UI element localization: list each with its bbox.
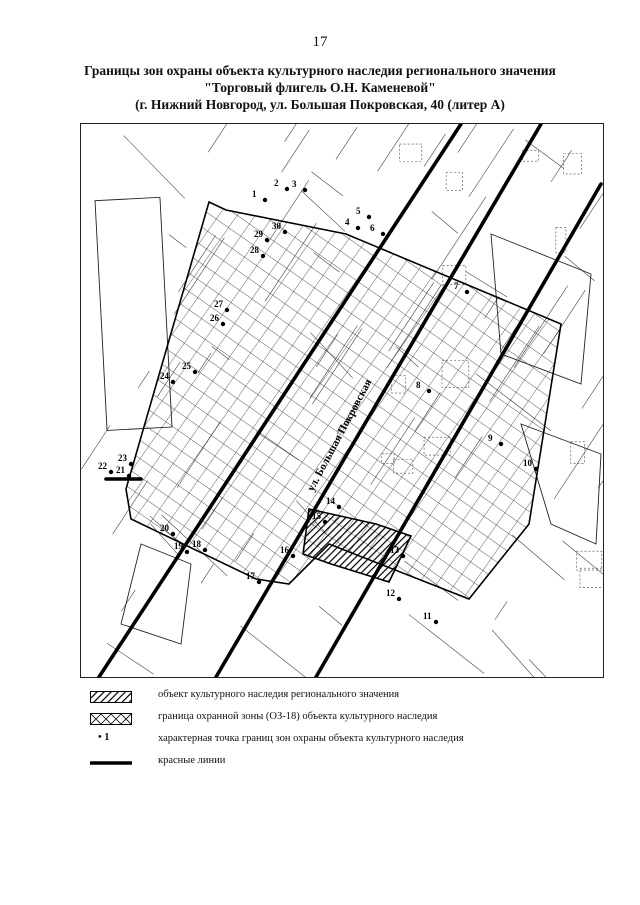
- background-contour: [564, 154, 582, 174]
- background-line: [169, 235, 186, 248]
- boundary-point-label: 22: [98, 461, 107, 471]
- page-number: 17: [312, 34, 328, 50]
- legend-point-marker: • 1: [98, 732, 110, 743]
- legend-swatch-grid: [90, 713, 132, 725]
- boundary-point-label: 18: [192, 539, 201, 549]
- boundary-point-dot: [434, 620, 438, 624]
- boundary-point-dot: [285, 187, 289, 191]
- legend-label-redline: красные линии: [158, 755, 226, 766]
- background-line: [319, 606, 342, 625]
- boundary-point-dot: [401, 554, 405, 558]
- background-line: [282, 130, 310, 172]
- background-line: [492, 630, 539, 677]
- background-line: [512, 535, 564, 580]
- boundary-point-label: 7: [454, 281, 459, 291]
- boundary-point-label: 15: [312, 511, 321, 521]
- background-line: [378, 124, 410, 171]
- boundary-point-dot: [291, 554, 295, 558]
- background-line: [582, 366, 603, 409]
- boundary-point-dot: [499, 442, 503, 446]
- background-line: [409, 614, 484, 673]
- map-drawing: [81, 124, 603, 677]
- boundary-point-label: 8: [416, 380, 421, 390]
- background-line: [201, 564, 214, 583]
- boundary-point-label: 17: [246, 571, 255, 581]
- boundary-point-dot: [465, 290, 469, 294]
- street-label: ул. Большая Покровская: [305, 377, 375, 494]
- boundary-point-dot: [367, 215, 371, 219]
- boundary-point-dot: [397, 597, 401, 601]
- boundary-point-dot: [283, 230, 287, 234]
- boundary-point-label: 10: [523, 458, 532, 468]
- boundary-point-label: 16: [280, 545, 289, 555]
- legend-swatch-redline: [90, 757, 132, 769]
- background-line: [563, 541, 603, 597]
- background-line: [107, 643, 153, 674]
- boundary-point-dot: [261, 254, 265, 258]
- background-line: [529, 660, 584, 677]
- legend-row-heritage: [90, 688, 590, 710]
- boundary-point-dot: [109, 470, 113, 474]
- legend-swatch-hatch: [90, 691, 132, 703]
- title-line-1: Границы зон охраны объекта культурного наследия регионального значения: [84, 63, 556, 78]
- boundary-point-dot: [381, 232, 385, 236]
- legend-row-zone: [90, 710, 590, 732]
- legend-label-point: характерная точка границ зон охраны объекта культурного наследия: [158, 733, 464, 744]
- boundary-point-label: 4: [345, 217, 350, 227]
- boundary-point-dot: [427, 389, 431, 393]
- background-contour: [446, 172, 462, 190]
- background-line: [458, 124, 489, 153]
- boundary-point-dot: [356, 226, 360, 230]
- boundary-point-label: 14: [326, 496, 335, 506]
- boundary-point-label: 3: [292, 179, 297, 189]
- background-contour: [576, 551, 601, 570]
- boundary-point-label: 1: [252, 189, 257, 199]
- background-line: [432, 211, 458, 233]
- boundary-point-label: 25: [182, 361, 191, 371]
- background-line: [301, 191, 345, 232]
- boundary-point-dot: [127, 474, 131, 478]
- boundary-point-dot: [171, 380, 175, 384]
- boundary-point-dot: [337, 505, 341, 509]
- boundary-point-label: 26: [210, 313, 219, 323]
- boundary-point-label: 24: [160, 371, 169, 381]
- boundary-point-dot: [257, 580, 261, 584]
- background-line: [240, 626, 308, 677]
- background-line: [208, 124, 234, 152]
- boundary-point-label: 11: [423, 611, 432, 621]
- page-title: [60, 62, 580, 113]
- background-line: [565, 256, 595, 281]
- boundary-point-label: 28: [250, 245, 259, 255]
- boundary-point-label: 12: [386, 588, 395, 598]
- title-line-2: "Торговый флигель О.Н. Каменевой": [204, 80, 436, 95]
- boundary-point-label: 30: [272, 221, 281, 231]
- title-line-3: (г. Нижний Новгород, ул. Большая Покровская, 40 (литер А): [135, 97, 505, 112]
- boundary-point-dot: [265, 238, 269, 242]
- boundary-point-dot: [129, 462, 133, 466]
- boundary-point-label: 13: [390, 545, 399, 555]
- boundary-point-label: 27: [214, 299, 223, 309]
- boundary-point-dot: [303, 188, 307, 192]
- boundary-point-label: 21: [116, 465, 125, 475]
- legend-row-point: [90, 732, 590, 754]
- background-line: [469, 129, 514, 197]
- boundary-point-dot: [171, 532, 175, 536]
- boundary-point-label: 29: [254, 229, 263, 239]
- boundary-point-label: 2: [274, 178, 279, 188]
- protection-zone-grid: [81, 124, 603, 677]
- boundary-point-dot: [185, 550, 189, 554]
- boundary-point-dot: [323, 520, 327, 524]
- boundary-point-dot: [225, 308, 229, 312]
- background-line: [336, 127, 357, 159]
- boundary-point-dot: [221, 322, 225, 326]
- legend-label-heritage: объект культурного наследия регионального значения: [158, 689, 400, 700]
- cadastral-map: [80, 123, 604, 678]
- background-line: [495, 601, 507, 619]
- background-line: [554, 417, 603, 498]
- boundary-point-dot: [193, 370, 197, 374]
- boundary-point-dot: [203, 548, 207, 552]
- boundary-point-label: 23: [118, 453, 127, 463]
- boundary-point-dot: [263, 198, 267, 202]
- boundary-point-label: 9: [488, 433, 493, 443]
- background-line: [124, 136, 185, 199]
- boundary-point-label: 20: [160, 523, 169, 533]
- boundary-point-label: 19: [174, 541, 183, 551]
- legend-row-redline: [90, 754, 590, 776]
- boundary-point-label: 6: [370, 223, 375, 233]
- background-line: [285, 124, 328, 142]
- background-line: [311, 172, 343, 196]
- boundary-point-dot: [534, 467, 538, 471]
- background-line: [138, 371, 149, 388]
- background-contour: [400, 144, 422, 161]
- legend: [90, 688, 590, 776]
- boundary-point-label: 5: [356, 206, 361, 216]
- legend-label-zone: граница охранной зоны (ОЗ-18) объекта культурного наследия: [158, 711, 438, 722]
